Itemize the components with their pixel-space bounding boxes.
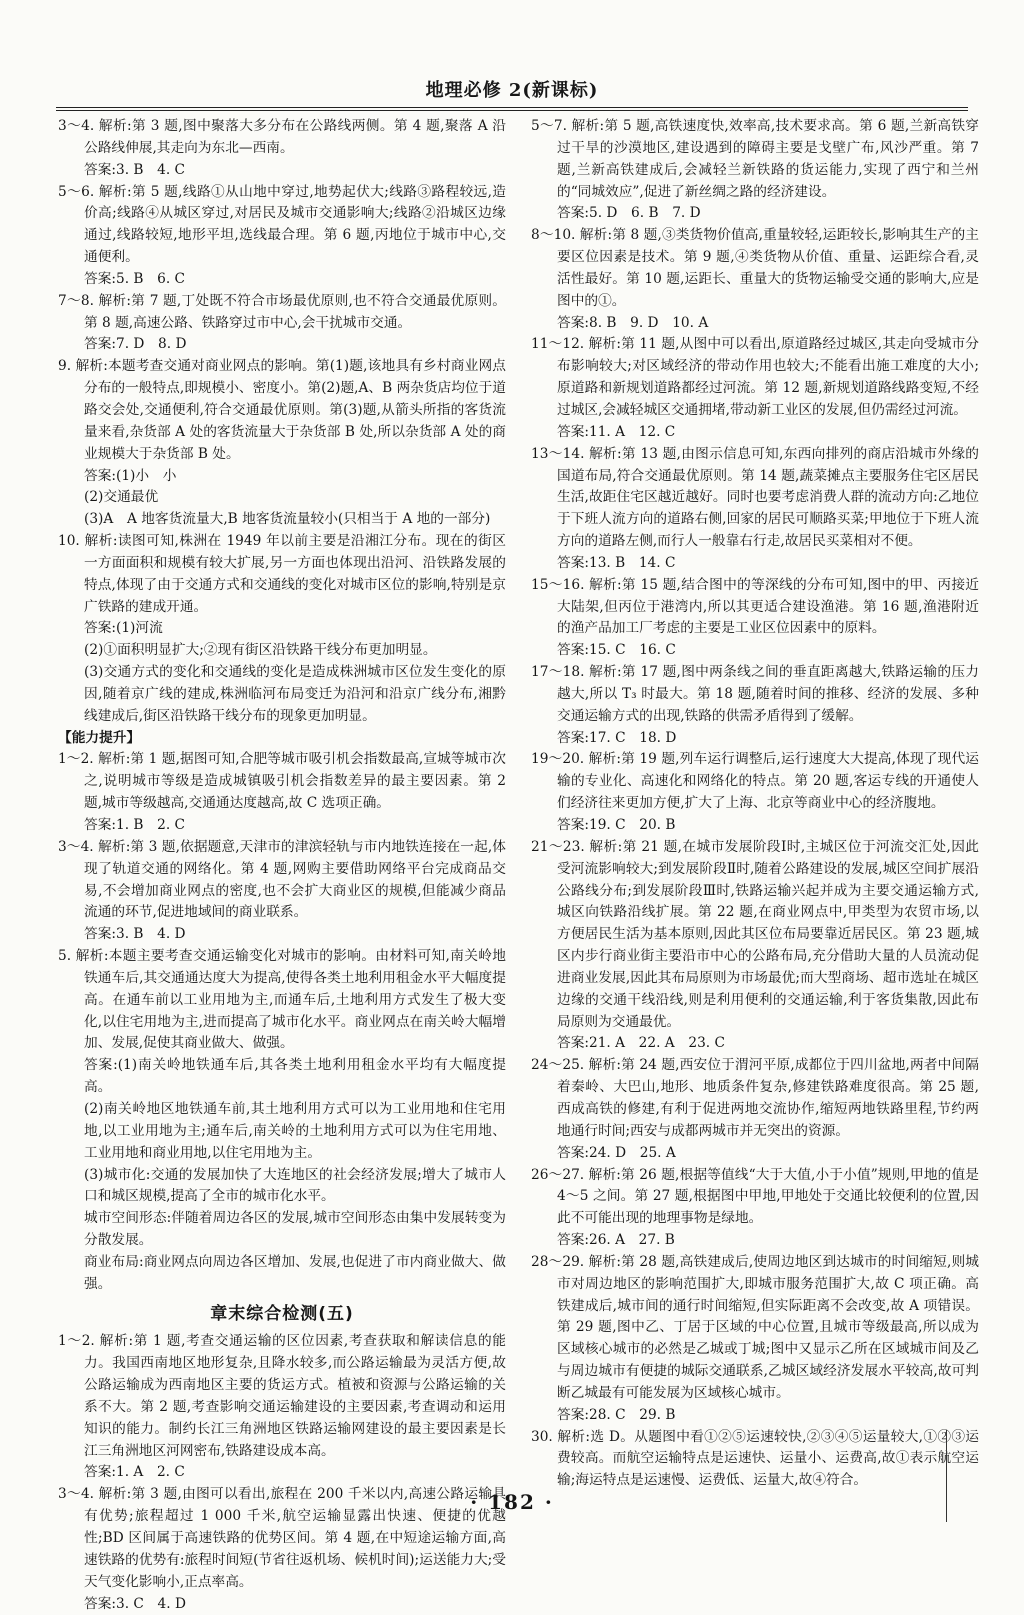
answer-item: 17～18. 解析:第 17 题,图中两条线之间的垂直距离越大,铁路运输的压力越大,所以 T₃ 时最大。第 18 题,随着时间的推移、经济的发展、多种交通运输方式的出现,铁路的供需矛盾得到了缓解。 xyxy=(531,664,979,724)
answer-item: 8～10. 解析:第 8 题,③类货物价值高,重量较轻,运距较长,影响其生产的主要区位因素是技术。第 9 题,④类货物从价值、重量、运距综合看,灵活性最好。第 10 题,运距长、重量大的货物运输受交通的影响大,应是图中的①。 xyxy=(531,227,979,309)
answer-line: 答案:(1)河流 xyxy=(84,620,163,637)
answer-item: 13～14. 解析:第 13 题,由图示信息可知,东西向排列的商店沿城市外缘的国道布局,符合交通最优原则。第 14 题,蔬菜摊点主要服务住宅区居民生活,故距住宅区越近越好。同时也要考虑消费人群的流动方向:乙地位于下班人流方向的道路右侧,回家的居民可顺路买菜;甲地位于下班人流方向的道路左侧,而行人一般靠右行走,故居民买菜相对不便。 xyxy=(531,445,979,550)
answer-sub: (2)交通最优 xyxy=(84,489,159,506)
answer-line: 答案:24. D 25. A xyxy=(557,1144,676,1161)
answer-line: 答案:15. C 16. C xyxy=(557,642,676,659)
running-header: 地理必修 2(新课标) xyxy=(425,80,599,101)
answer-item: 21～23. 解析:第 21 题,在城市发展阶段Ⅰ时,主城区位于河流交汇处,因此受河流影响较大;到发展阶段Ⅱ时,随着公路建设的发展,城区空间扩展沿公路线分布;到发展阶段Ⅲ时,铁路运输兴起并成为主要交通运输方式,城区向铁路沿线扩展。第 22 题,在商业网点中,甲类型为农贸市场,以方便居民生活为基本原则,因此其区位布局要靠近居民区。第 23 题,城区内步行商业街主要沿市中心的公路布局,充分借助大量的人员流动促进商业发展,因此其布局原则为市场最优;而大型商场、超市选址在城区边缘的交通干线沿线,则是利用便利的交通运输,利于客货集散,因此布局原则为交通最优。 xyxy=(531,838,979,1030)
answer-item: 26～27. 解析:第 26 题,根据等值线“大于大值,小于小值”规则,甲地的值是 4～5 之间。第 27 题,根据图中甲地,甲地处于交通比较便利的位置,因此不可能出现的地理事物是绿地。 xyxy=(531,1166,979,1227)
answer-line: 答案:13. B 14. C xyxy=(557,554,676,571)
answer-line: 答案:8. B 9. D 10. A xyxy=(557,314,709,331)
answer-line: 答案:3. C 4. D xyxy=(84,1595,186,1612)
answer-line: 答案:1. B 2. C xyxy=(84,817,186,833)
answer-line: 答案:(1)南关岭地铁通车后,其各类土地利用租金水平均有大幅度提高。 xyxy=(84,1057,506,1096)
answer-sub: (2)南关岭地区地铁通车前,其土地利用方式可以为工业用地和住宅用地,以工业用地为主;通车后,南关岭的土地利用方式可以为住宅用地、工业用地和商业用地,以住宅用地为主。 xyxy=(84,1100,506,1161)
answer-sub: 城市空间形态:伴随着周边各区的发展,城市空间形态由集中发展转变为分散发展。 xyxy=(84,1210,506,1249)
answer-line: 答案:3. B 4. D xyxy=(84,926,186,943)
answer-item: 3～4. 解析:第 3 题,依据题意,天津市的津滨轻轨与市内地铁连接在一起,体现了轨道交通的网络化。第 4 题,网购主要借助网络平台完成商品交易,不会增加商业网点的密度,也不会扩大商业区的规模,但能减少商品流通的环节,促进地域间的商业联系。 xyxy=(58,838,506,921)
answer-item: 5～6. 解析:第 5 题,线路①从山地中穿过,地势起伏大;线路③路程较远,造价高;线路④从城区穿过,对居民及城市交通影响大;线路②沿城区边缘通过,线路较短,地形平坦,选线最合理。第 6 题,丙地位于城市中心,交通便利。 xyxy=(58,183,506,266)
answer-line: 答案:3. B 4. C xyxy=(84,161,186,178)
answer-line: 答案:11. A 12. C xyxy=(557,423,676,440)
answer-line: 答案:1. A 2. C xyxy=(84,1464,185,1481)
left-column xyxy=(58,116,506,1615)
answer-line: 答案:26. A 27. B xyxy=(557,1232,675,1249)
answer-item: 7～8. 解析:第 7 题,丁处既不符合市场最优原则,也不符合交通最优原则。第 8 题,高速公路、铁路穿过市中心,会干扰城市交通。 xyxy=(58,292,506,331)
answer-line: 答案:28. C 29. B xyxy=(557,1406,676,1423)
answer-sub: (3)A A 地客货流量大,B 地客货流量较小(只相当于 A 地的一部分) xyxy=(84,511,491,528)
answer-item: 30. 解析:选 D。从题图中看①②⑤运速较快,②③④⑤运量较大,①②③运费较高。而航空运输特点是运速快、运量小、运费高,故①表示航空运输;海运特点是运速慢、运费低、运量大,故④符合。 xyxy=(531,1428,979,1489)
answer-sub: (3)交通方式的变化和交通线的变化是造成株洲城市区位发生变化的原因,随着京广线的建成,株洲临河布局变迁为沿河和沿京广线分布,湘黔线建成后,街区沿铁路干线分布的现象更加明显。 xyxy=(84,664,506,724)
answer-item: 1～2. 解析:第 1 题,据图可知,合肥等城市吸引机会指数最高,宣城等城市次之,说明城市等级是造成城镇吸引机会指数差异的最主要因素。第 2 题,城市等级越高,交通通达度越高,故 C 选项正确。 xyxy=(58,751,506,812)
answer-item: 3～4. 解析:第 3 题,由图可以看出,旅程在 200 千米以内,高速公路运输具有优势;旅程超过 1 000 千米,航空运输显露出快速、便捷的优越性;BD 区间属于高速铁路的优势区间。第 4 题,在中短途运输方面,高速铁路的优势有:旅程时间短(节省往返机场、候机时间);运送能力大;受天气变化影响小,正点率高。 xyxy=(58,1486,506,1590)
answer-item: 10. 解析:读图可知,株洲在 1949 年以前主要是沿湘江分布。现在的街区一方面面积和规模有较大扩展,另一方面也体现出沿河、沿铁路发展的特点,体现了由于交通方式和交通线的变化对城市区位的影响,特别是京广铁路的建成开通。 xyxy=(58,533,506,615)
answer-sub: 商业布局:商业网点向周边各区增加、发展,也促进了市内商业做大、做强。 xyxy=(84,1253,506,1292)
answer-item: 19～20. 解析:第 19 题,列车运行调整后,运行速度大大提高,体现了现代运输的专业化、高速化和网络化的特点。第 20 题,客运专线的开通使人们经济往来更加方便,扩大了上海、北京等商业中心的经济腹地。 xyxy=(531,751,979,812)
section-heading: 【能力提升】 xyxy=(58,729,141,746)
answer-line: 答案:21. A 22. A 23. C xyxy=(557,1035,725,1052)
answer-line: 答案:5. B 6. C xyxy=(84,270,186,287)
answer-item: 5～7. 解析:第 5 题,高铁速度快,效率高,技术要求高。第 6 题,兰新高铁穿过干旱的沙漠地区,建设遇到的障碍主要是戈壁广布,风沙严重。第 7 题,兰新高铁建成后,会减轻兰新铁路的货运能力,实现了西宁和兰州的“同城效应”,促进了新丝绸之路的经济建设。 xyxy=(531,118,979,200)
answer-line: 答案:5. D 6. B 7. D xyxy=(557,205,701,222)
answer-sub: (3)城市化:交通的发展加快了大连地区的社会经济发展;增大了城市人口和城区规模,提高了全市的城市化水平。 xyxy=(84,1166,506,1205)
answer-item: 9. 解析:本题考查交通对商业网点的影响。第(1)题,该地具有乡村商业网点分布的一般特点,即规模小、密度小。第(2)题,A、B 两杂货店均位于道路交会处,交通便利,符合交通最优原则。第(3)题,从箭头所指的客货流量来看,杂货部 A 处的客货流量大于杂货部 B 处,所以杂货部 A 处的商业规模大于杂货部 B 处。 xyxy=(58,358,506,462)
answer-item: 28～29. 解析:第 28 题,高铁建成后,使周边地区到达城市的时间缩短,则城市对周边地区的影响范围扩大,即城市服务范围扩大,故 C 项正确。高铁建成后,城市间的通行时间缩短,但实际距离不会改变,故 A 项错误。第 29 题,图中乙、丁居于区域的中心位置,且城市等级最高,所以成为区域核心城市的必然是乙城或丁城;图中又显示乙所在区域城市间及乙与周边城市有便捷的城际交通联系,乙城区域经济发展水平较高,故可判断乙城最有可能发展为区域核心城市。 xyxy=(531,1253,979,1401)
chapter-title: 章末综合检测(五) xyxy=(210,1303,354,1324)
answer-item: 24～25. 解析:第 24 题,西安位于渭河平原,成都位于四川盆地,两者中间隔着秦岭、大巴山,地形、地质条件复杂,修建铁路难度很高。第 25 题,西成高铁的修建,有利于促进两地交流协作,缩短两地铁路里程,节约两地通行时间;西安与成都两城市并无突出的资源。 xyxy=(531,1057,979,1139)
answer-sub: (2)①面积明显扩大;②现有街区沿铁路干线分布更加明显。 xyxy=(84,642,437,659)
header-rule-thin xyxy=(56,110,968,111)
answer-line: 答案:19. C 20. B xyxy=(557,817,676,833)
answer-line: 答案:17. C 18. D xyxy=(557,729,677,746)
answer-line: 答案:7. D 8. D xyxy=(84,336,187,353)
answer-item: 5. 解析:本题主要考查交通运输变化对城市的影响。由材料可知,南关岭地铁通车后,其交通通达度大为提高,使得各类土地利用租金水平大幅度提高。在通车前以工业用地为主,而通车后,土地利用方式发生了极大变化,以住宅用地为主,进而提高了城市化水平。商业网点在南关岭大幅增加、发展,促使其商业做大、做强。 xyxy=(58,948,506,1052)
right-column xyxy=(531,116,979,1492)
page-number: · 182 · xyxy=(470,1490,554,1514)
answer-item: 11～12. 解析:第 11 题,从图中可以看出,原道路经过城区,其走向受城市分布影响较大;对区域经济的带动作用也较大;不能看出施工难度的大小;原道路和新规划道路都经过河流。第 12 题,新规划道路线路变短,不经过城区,会减轻城区交通拥堵,带动新工业区的发展,但仍需经过河流。 xyxy=(531,336,979,418)
answer-item: 3～4. 解析:第 3 题,图中聚落大多分布在公路线两侧。第 4 题,聚落 A 沿公路线伸展,其走向为东北—西南。 xyxy=(58,118,506,156)
answer-line: 答案:(1)小 小 xyxy=(84,467,177,484)
header-rule xyxy=(56,107,968,108)
answer-item: 15～16. 解析:第 15 题,结合图中的等深线的分布可知,图中的甲、丙接近大陆架,但丙位于港湾内,所以其更适合建设渔港。第 16 题,渔港附近的渔产品加工厂考虑的主要是工业区位因素中的原料。 xyxy=(531,576,979,637)
answer-item: 1～2. 解析:第 1 题,考查交通运输的区位因素,考查获取和解读信息的能力。我国西南地区地形复杂,且降水较多,而公路运输最为灵活方便,故公路运输成为西南地区主要的货运方式。植被和资源与公路运输的关系不大。第 2 题,考查影响交通运输建设的主要因素,考查调动和运用知识的能力。制约长江三角洲地区铁路运输网建设的最主要因素是长江三角洲地区河网密布,铁路建设成本高。 xyxy=(58,1333,506,1459)
